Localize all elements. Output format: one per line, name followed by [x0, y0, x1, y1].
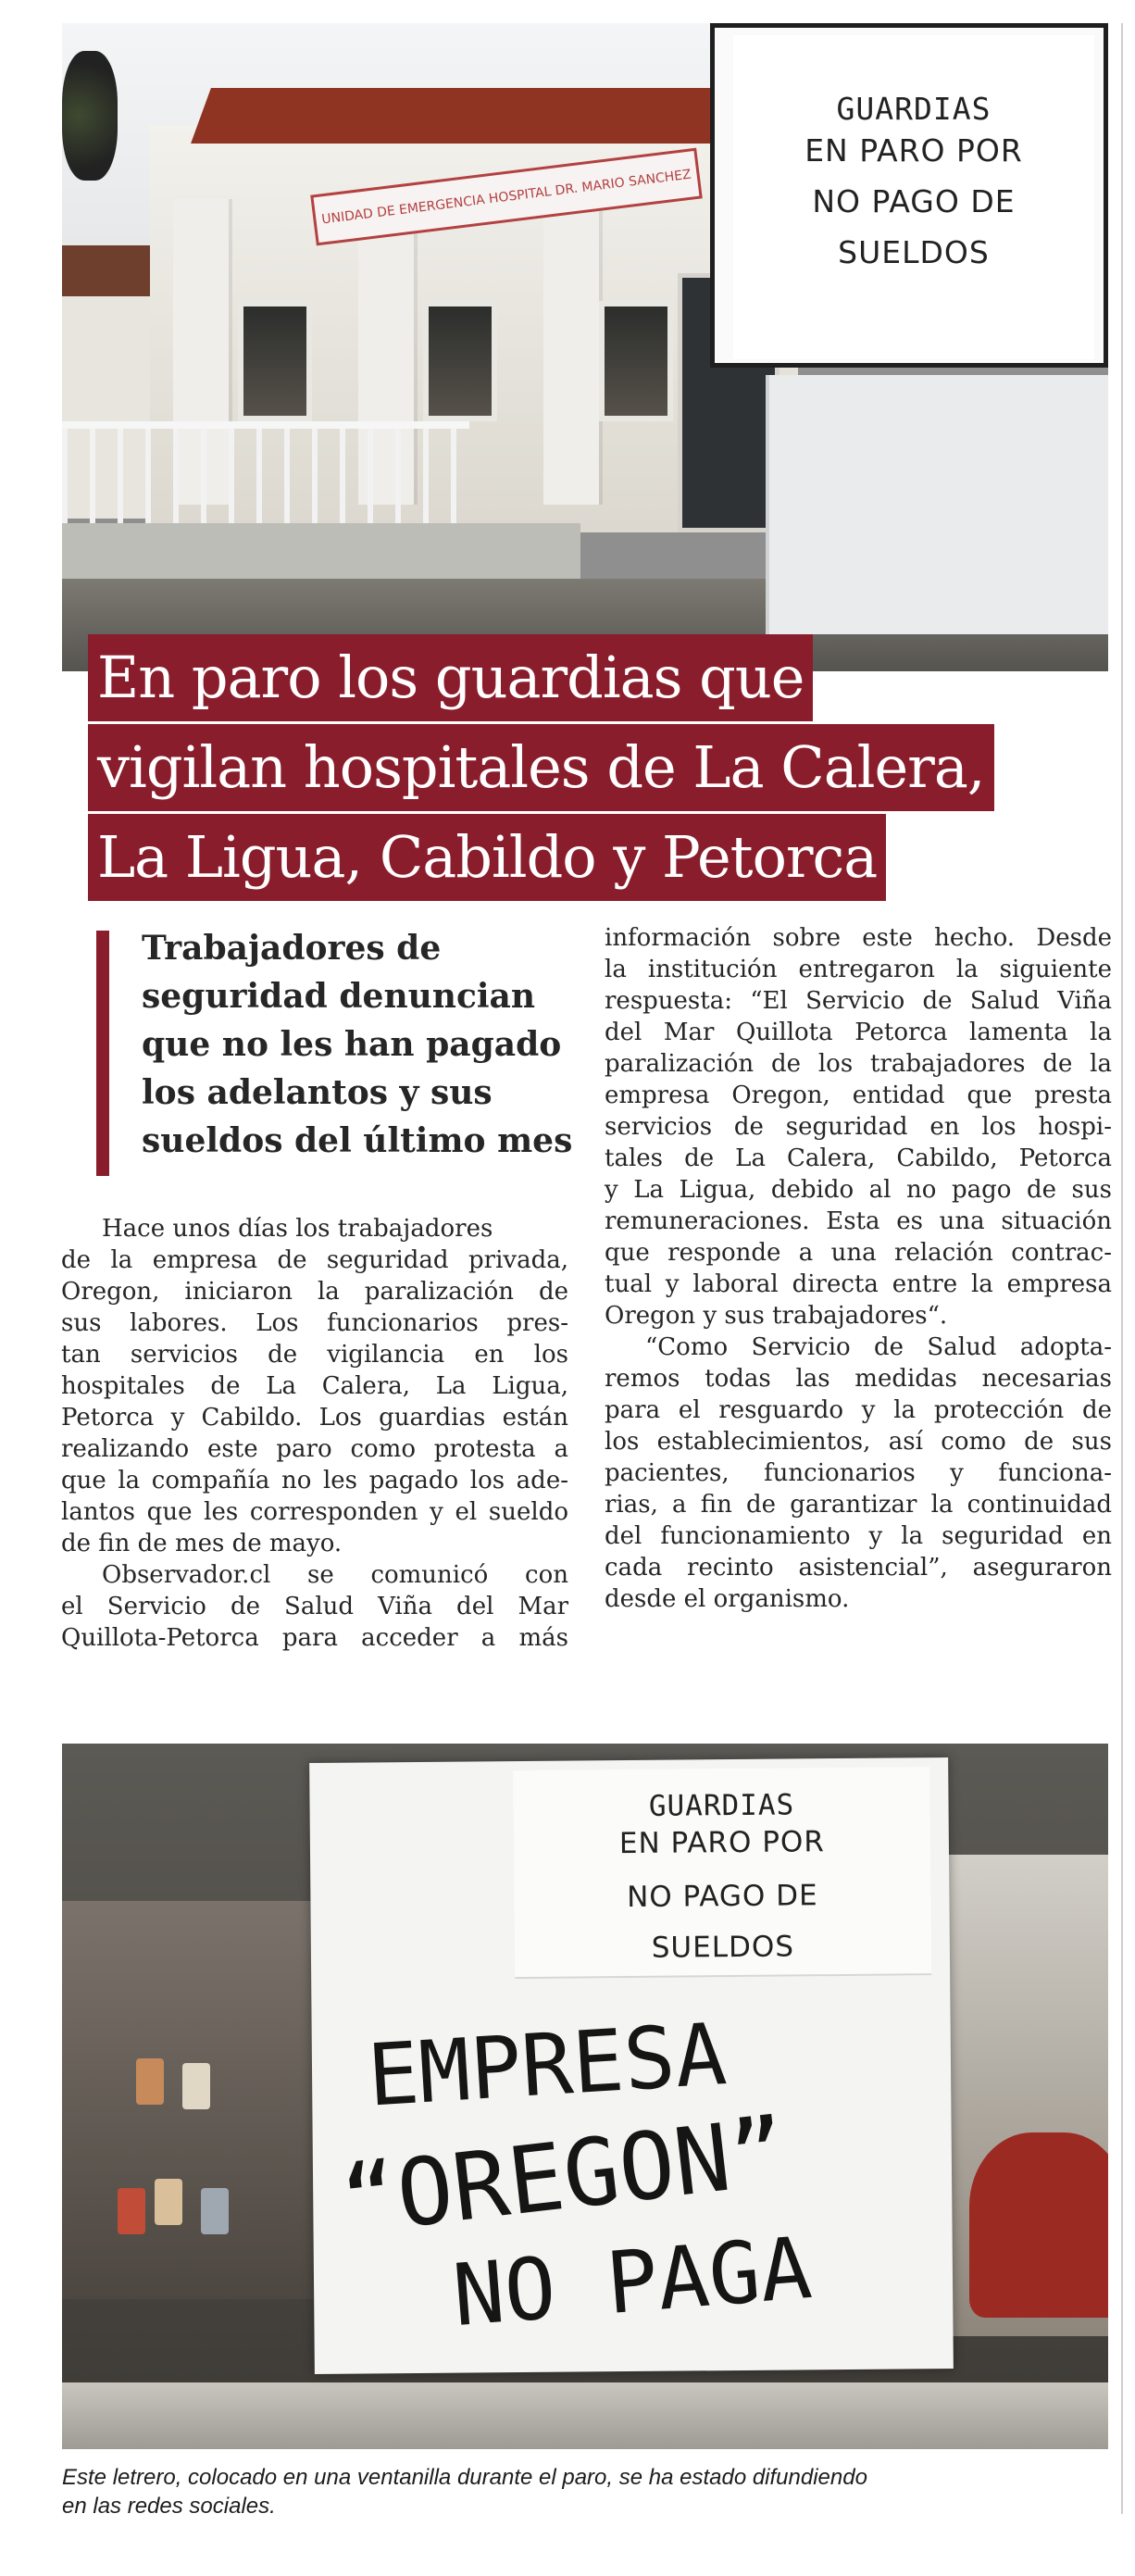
body-line: remos todas las medidas necesarias [605, 1365, 1112, 1393]
body-line: empresa Oregon, entidad que presta [605, 1082, 1112, 1109]
body-line: del Mar Quillota Petorca lamenta la [605, 1019, 1112, 1046]
notice-line: SUELDOS [651, 1930, 795, 1965]
body-line: respuesta: “El Servicio de Salud Viña [605, 987, 1112, 1015]
body-line: sus labores. Los funcionarios pres- [61, 1309, 568, 1337]
deck-line: los adelantos y sus [142, 1073, 493, 1112]
caption-line: Este letrero, colocado en una ventanilla durante el paro, se ha estado difundiendo [62, 2465, 867, 2490]
deck-line: sueldos del último mes [142, 1121, 573, 1160]
body-line: lantos que les corresponden y el sueldo [61, 1498, 568, 1526]
body-line: Observador.cl se comunicó con [102, 1561, 568, 1589]
body-line: de la empresa de seguridad privada, [61, 1246, 568, 1274]
body-line: del funcionamiento y la seguridad en [605, 1522, 1112, 1550]
window-sign-photo [62, 1744, 1108, 2449]
hospital-photo [62, 23, 1108, 671]
headline-line: En paro los guardias que [88, 634, 813, 721]
hospital-sign: UNIDAD DE EMERGENCIA HOSPITAL DR. MARIO SANCHEZ [310, 148, 703, 246]
body-line: y La Ligua, debido al no pago de sus [605, 1176, 1112, 1204]
caption-line: en las redes sociales. [62, 2494, 276, 2519]
body-line: realizando este paro como protesta a [61, 1435, 568, 1463]
body-line: tales de La Calera, Cabildo, Petorca [605, 1144, 1112, 1172]
body-line: Petorca y Cabildo. Los guardias están [61, 1404, 568, 1432]
body-line: servicios de seguridad en los hospi- [605, 1113, 1112, 1141]
body-line: información sobre este hecho. Desde [605, 924, 1112, 952]
body-line: de fin de mes de mayo. [61, 1530, 343, 1557]
body-line: Quillota-Petorca para acceder a más [61, 1624, 568, 1652]
body-line: desde el organismo. [605, 1585, 850, 1613]
handwritten-sign [309, 1757, 954, 2374]
body-line: el Servicio de Salud Viña del Mar [61, 1593, 568, 1620]
deck-line: seguridad denuncian [142, 977, 536, 1016]
body-line: remuneraciones. Esta es una situación [605, 1207, 1112, 1235]
body-line: los establecimientos, así como de sus [605, 1428, 1112, 1456]
body-line: que responde a una relación contrac- [605, 1239, 1112, 1267]
body-line: rias, a fin de garantizar la continuidad [605, 1491, 1112, 1519]
headline-line: La Ligua, Cabildo y Petorca [88, 814, 886, 901]
handwritten-line: NO PAGA [449, 2218, 816, 2346]
notice-line: EN PARO POR [804, 132, 1023, 169]
body-line: Hace unos días los trabajadores [102, 1215, 493, 1243]
notice-line: NO PAGO DE [812, 183, 1016, 219]
body-line: Oregon y sus trabajadores“. [605, 1302, 948, 1330]
headline-line: vigilan hospitales de La Calera, [88, 724, 994, 811]
deck-accent-bar [96, 931, 109, 1176]
notice-line: GUARDIAS [648, 1788, 795, 1823]
page-rule [1121, 23, 1123, 2514]
notice-line: SUELDOS [838, 234, 990, 270]
deck-line: que no les han pagado [142, 1025, 562, 1064]
handwritten-line: “OREGON” [335, 2096, 792, 2256]
body-line: para el resguardo y la protección de [605, 1396, 1112, 1424]
deck-line: Trabajadores de [142, 929, 442, 968]
body-line: Oregon, iniciaron la paralización de [61, 1278, 568, 1306]
body-line: que la compañía no les pagado los ade- [61, 1467, 568, 1494]
handwritten-line: EMPRESA [365, 2005, 730, 2126]
printed-notice [513, 1767, 931, 1979]
notice-line: EN PARO POR [618, 1825, 826, 1861]
notice-inset-photo [710, 23, 1108, 368]
body-line: pacientes, funcionarios y funciona- [605, 1459, 1112, 1487]
body-line: cada recinto asistencial”, aseguraron [605, 1554, 1112, 1582]
body-line: tan servicios de vigilancia en los [61, 1341, 568, 1369]
body-line: “Como Servicio de Salud adopta- [645, 1333, 1112, 1361]
body-line: paralización de los trabajadores de la [605, 1050, 1112, 1078]
notice-line: GUARDIAS [836, 91, 992, 127]
body-line: tual y laboral directa entre la empresa [605, 1270, 1112, 1298]
notice-line: NO PAGO DE [626, 1879, 818, 1915]
body-line: la institución entregaron la siguiente [605, 956, 1112, 983]
body-line: hospitales de La Calera, La Ligua, [61, 1372, 568, 1400]
